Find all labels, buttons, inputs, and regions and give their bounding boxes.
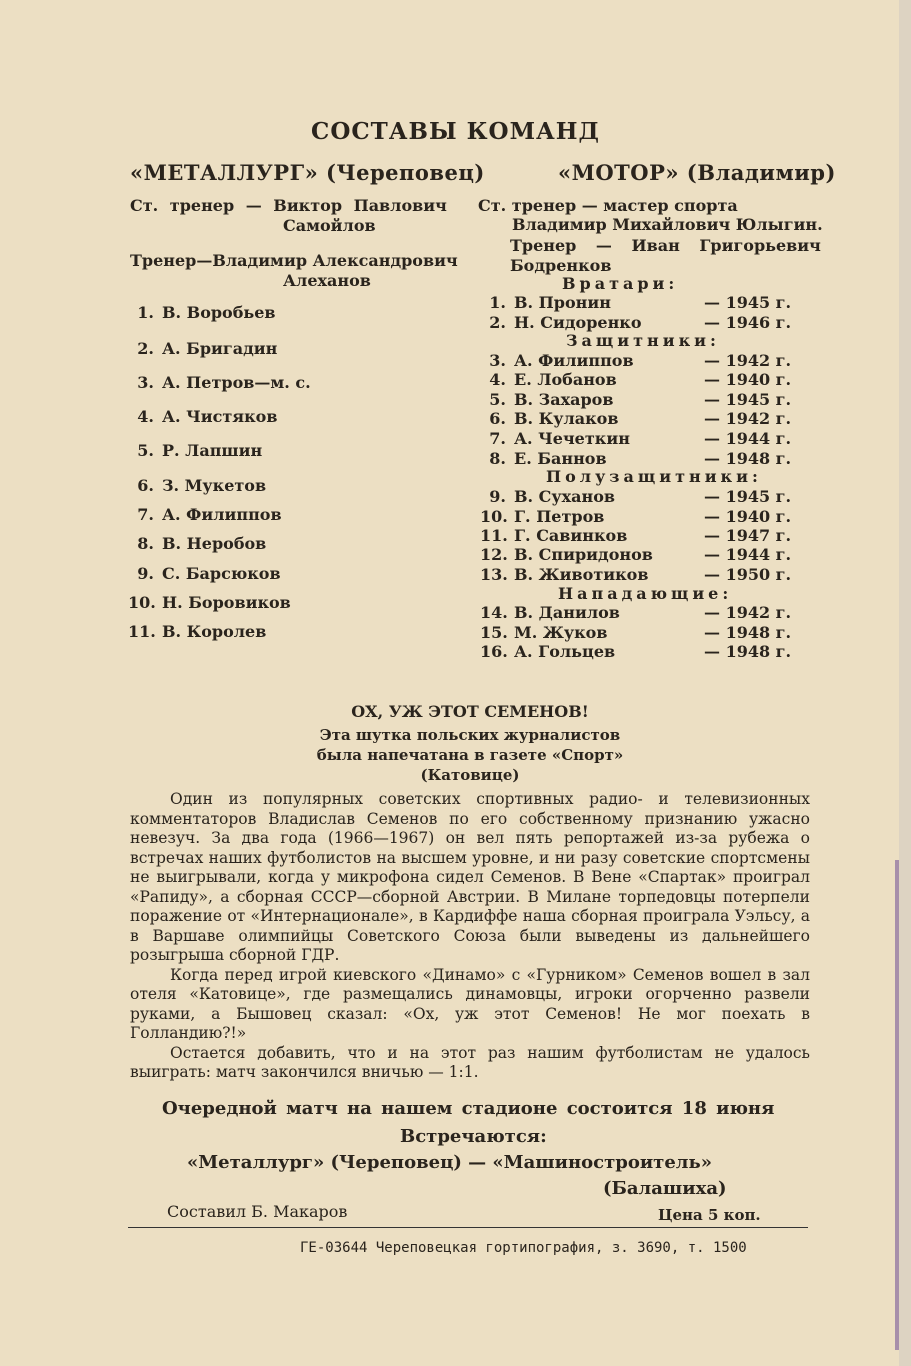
player-name: Е. Баннов bbox=[514, 449, 607, 468]
player-name: В. Воробьев bbox=[162, 303, 276, 322]
left-player-row bbox=[128, 534, 266, 553]
page-edge-tint bbox=[895, 860, 899, 1350]
right-coach-line1: Ст. тренер — мастер спорта bbox=[478, 196, 738, 215]
player-name: В. Неробов bbox=[162, 534, 267, 553]
player-number: 11. bbox=[480, 526, 508, 545]
player-number: 16. bbox=[480, 642, 508, 661]
player-number: 1. bbox=[489, 293, 506, 312]
player-number: 3. bbox=[137, 373, 154, 392]
group-goalkeepers: Вратари: bbox=[562, 274, 679, 293]
article-paragraph: Когда перед игрой киевского «Динамо» с «Гурником» Семенов вошел в зал отеля «Катовице», где размещались динамовцы, игроки огорченно развели руками, а Бышовец сказал: «Ох, уж этот Семенов! Не мог поехать в Голландию?!» bbox=[130, 965, 810, 1042]
right-player-row bbox=[480, 603, 810, 622]
next-match-line3: «Металлург» (Череповец) — «Машиностроитель» bbox=[187, 1152, 712, 1173]
left-trainer-line1: Тренер—Владимир Александрович bbox=[130, 251, 458, 270]
player-name: Е. Лобанов bbox=[514, 370, 617, 389]
player-number: 5. bbox=[489, 390, 506, 409]
player-number: 11. bbox=[128, 622, 156, 641]
group-forwards: Нападающие: bbox=[558, 584, 733, 603]
right-player-row bbox=[480, 507, 810, 526]
player-number: 12. bbox=[480, 545, 508, 564]
player-birth-year: — 1948 г. bbox=[704, 449, 792, 468]
player-number: 10. bbox=[480, 507, 508, 526]
player-name: Н. Боровиков bbox=[162, 593, 291, 612]
player-birth-year: — 1945 г. bbox=[704, 293, 792, 312]
player-birth-year: — 1942 г. bbox=[704, 603, 792, 622]
article-sub2: была напечатана в газете «Спорт» bbox=[316, 746, 624, 764]
player-number: 9. bbox=[489, 487, 506, 506]
player-name: В. Королев bbox=[162, 622, 267, 641]
player-birth-year: — 1945 г. bbox=[704, 487, 792, 506]
player-number: 2. bbox=[489, 313, 506, 332]
right-trainer-line1: Тренер — Иван Григорьевич bbox=[510, 236, 821, 255]
player-name: Р. Лапшин bbox=[162, 441, 263, 460]
player-birth-year: — 1942 г. bbox=[704, 351, 792, 370]
player-number: 1. bbox=[137, 303, 154, 322]
right-player-row bbox=[480, 390, 810, 409]
next-match-line1: Очередной матч на нашем стадионе состоится 18 июня bbox=[162, 1098, 775, 1119]
article-paragraph: Остается добавить, что и на этот раз нашим футболистам не удалось выиграть: матч закончился вничью — 1:1. bbox=[130, 1043, 810, 1081]
right-player-row bbox=[480, 526, 810, 545]
player-number: 10. bbox=[128, 593, 156, 612]
player-name: В. Животиков bbox=[514, 565, 649, 584]
player-name: С. Барсюков bbox=[162, 564, 281, 583]
player-birth-year: — 1950 г. bbox=[704, 565, 792, 584]
left-trainer-line2: Алеханов bbox=[283, 271, 371, 290]
player-name: З. Мукетов bbox=[162, 476, 267, 495]
player-number: 7. bbox=[489, 429, 506, 448]
player-birth-year: — 1945 г. bbox=[704, 390, 792, 409]
right-player-row bbox=[480, 449, 810, 468]
print-info: ГЕ-03644 Череповецкая гортипография, з. 3690, т. 1500 bbox=[300, 1240, 747, 1256]
right-trainer-line2: Бодренков bbox=[510, 256, 612, 275]
left-player-row bbox=[128, 622, 266, 641]
player-number: 2. bbox=[137, 339, 154, 358]
player-birth-year: — 1948 г. bbox=[704, 623, 792, 642]
left-coach-line2: Самойлов bbox=[283, 216, 376, 235]
article-paragraph: Один из популярных советских спортивных радио- и телевизионных комментаторов Владислав Семенов по его собственному признанию ужасно невезуч. За два года (1966—1967) он вел пять репортажей из-за рубежа о встречах наших футболистов на высшем уровне, и ни разу советские спортсмены не выигрывали, когда у микрофона сидел Семенов. В Вене «Спартак» проиграл «Рапиду», а сборная СССР—сборной Австрии. В Милане торпедовцы потерпели поражение от «Интернационале», в Кардиффе наша сборная проиграла Уэльсу, а в Варшаве олимпийцы Советского Союза были выведены из дальнейшего розыгрыша сборной ГДР. bbox=[130, 790, 810, 964]
left-coach-line1: Ст. тренер — Виктор Павлович bbox=[130, 196, 447, 215]
right-player-row bbox=[480, 293, 810, 312]
player-number: 6. bbox=[489, 409, 506, 428]
left-player-row bbox=[128, 564, 281, 583]
article-heading: ОХ, УЖ ЭТОТ СЕМЕНОВ! bbox=[351, 702, 589, 721]
right-player-row bbox=[480, 623, 810, 642]
player-number: 6. bbox=[137, 476, 154, 495]
group-defenders: Защитники: bbox=[566, 331, 720, 350]
player-number: 14. bbox=[480, 603, 508, 622]
player-birth-year: — 1947 г. bbox=[704, 526, 792, 545]
right-player-row bbox=[480, 313, 810, 332]
player-number: 3. bbox=[489, 351, 506, 370]
player-name: Г. Савинков bbox=[514, 526, 628, 545]
player-number: 4. bbox=[137, 407, 154, 426]
left-player-row bbox=[128, 407, 277, 426]
page-edge bbox=[899, 0, 911, 1366]
player-number: 9. bbox=[137, 564, 154, 583]
price-label: Цена 5 коп. bbox=[658, 1206, 761, 1224]
next-match-line4: (Балашиха) bbox=[603, 1178, 727, 1199]
compiler-credit: Составил Б. Макаров bbox=[167, 1202, 348, 1221]
player-name: М. Жуков bbox=[514, 623, 608, 642]
player-name: В. Захаров bbox=[514, 390, 614, 409]
player-name: Н. Сидоренко bbox=[514, 313, 642, 332]
left-player-row bbox=[128, 505, 282, 524]
player-birth-year: — 1946 г. bbox=[704, 313, 792, 332]
left-player-row bbox=[128, 373, 311, 392]
player-name: А. Филиппов bbox=[162, 505, 282, 524]
article-sub3: (Катовице) bbox=[420, 766, 520, 784]
left-player-row bbox=[128, 476, 266, 495]
right-player-row bbox=[480, 565, 810, 584]
article-body bbox=[130, 790, 810, 1083]
player-name: А. Петров—м. с. bbox=[162, 373, 311, 392]
footer-divider bbox=[128, 1227, 808, 1228]
player-number: 15. bbox=[480, 623, 508, 642]
player-birth-year: — 1948 г. bbox=[704, 642, 792, 661]
right-player-row bbox=[480, 409, 810, 428]
player-name: А. Чистяков bbox=[162, 407, 278, 426]
right-coach-line2: Владимир Михайлович Юлыгин. bbox=[512, 215, 823, 234]
right-player-row bbox=[480, 429, 810, 448]
right-player-row bbox=[480, 545, 810, 564]
page-title: СОСТАВЫ КОМАНД bbox=[311, 118, 600, 145]
player-number: 8. bbox=[137, 534, 154, 553]
player-name: В. Суханов bbox=[514, 487, 616, 506]
player-birth-year: — 1944 г. bbox=[704, 429, 792, 448]
player-number: 7. bbox=[137, 505, 154, 524]
right-player-row bbox=[480, 370, 810, 389]
player-name: В. Кулаков bbox=[514, 409, 619, 428]
left-team-name: «МЕТАЛЛУРГ» (Череповец) bbox=[130, 160, 485, 185]
player-name: А. Чечеткин bbox=[514, 429, 630, 448]
article-sub1: Эта шутка польских журналистов bbox=[319, 726, 621, 744]
player-number: 8. bbox=[489, 449, 506, 468]
left-player-row bbox=[128, 441, 262, 460]
player-birth-year: — 1944 г. bbox=[704, 545, 792, 564]
next-match-line2: Встречаются: bbox=[400, 1126, 547, 1147]
player-number: 4. bbox=[489, 370, 506, 389]
player-birth-year: — 1942 г. bbox=[704, 409, 792, 428]
player-number: 5. bbox=[137, 441, 154, 460]
right-player-row bbox=[480, 351, 810, 370]
left-player-row bbox=[128, 303, 276, 322]
left-player-row bbox=[128, 339, 277, 358]
group-midfielders: Полузащитники: bbox=[546, 467, 762, 486]
player-name: В. Данилов bbox=[514, 603, 620, 622]
player-birth-year: — 1940 г. bbox=[704, 507, 792, 526]
left-player-row bbox=[128, 593, 291, 612]
player-name: А. Филиппов bbox=[514, 351, 634, 370]
right-team-name: «МОТОР» (Владимир) bbox=[558, 160, 836, 185]
player-number: 13. bbox=[480, 565, 508, 584]
player-birth-year: — 1940 г. bbox=[704, 370, 792, 389]
player-name: А. Гольцев bbox=[514, 642, 616, 661]
player-name: В. Пронин bbox=[514, 293, 611, 312]
player-name: А. Бригадин bbox=[162, 339, 278, 358]
player-name: Г. Петров bbox=[514, 507, 605, 526]
player-name: В. Спиридонов bbox=[514, 545, 653, 564]
right-player-row bbox=[480, 642, 810, 661]
right-player-row bbox=[480, 487, 810, 506]
